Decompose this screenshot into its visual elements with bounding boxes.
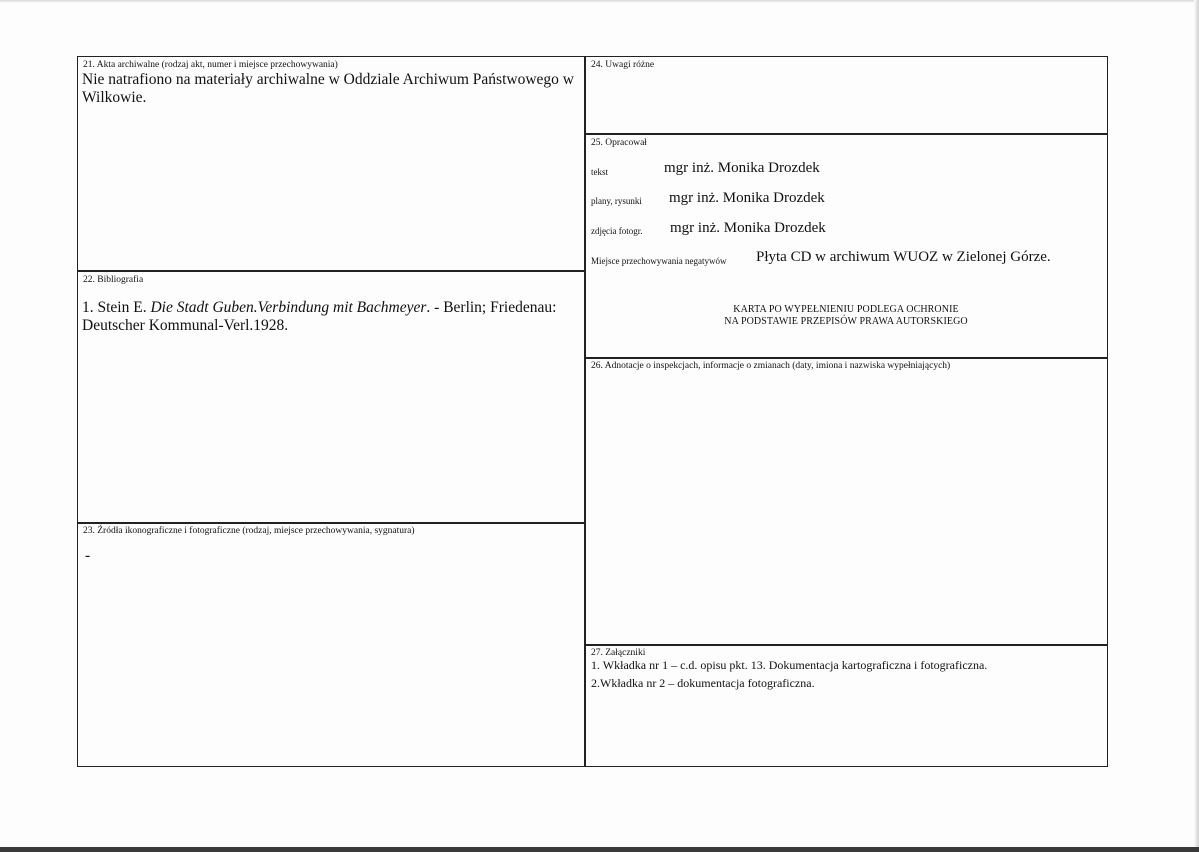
field-25-prepared-by	[585, 134, 1107, 357]
field-24-header: 24. Uwagi różne	[591, 60, 655, 70]
record-card-form	[77, 56, 1108, 767]
field-23-header: 23. Źródła ikonograficzne i fotograficzne (rodzaj, miejsce przechowywania, sygnatura)	[83, 526, 415, 536]
field-24-remarks	[585, 57, 1107, 133]
negatives-storage-value: Płyta CD w archiwum WUOZ w Zielonej Górze.	[756, 249, 1051, 265]
author-text-value: mgr inż. Monika Drozdek	[664, 160, 820, 176]
author-text-label: tekst	[591, 167, 608, 177]
field-27-attachments	[585, 645, 1107, 766]
author-photos-value: mgr inż. Monika Drozdek	[670, 220, 826, 236]
scan-edge-top	[0, 0, 1199, 3]
bibliography-entry	[82, 299, 582, 335]
bibliography-entry-rest: . - Berlin; Friedenau: Deutscher Kommunal-Verl.1928.	[82, 299, 557, 334]
field-22-bibliography	[78, 271, 584, 522]
bibliography-entry-prefix: 1. Stein E.	[82, 299, 151, 316]
negatives-storage-label: Miejsce przechowywania negatywów	[591, 256, 727, 266]
field-26-annotations	[585, 358, 1107, 644]
scan-edge-bottom	[0, 847, 1199, 852]
field-22-header: 22. Bibliografia	[83, 275, 144, 285]
field-21-text: Nie natrafiono na materiały archiwalne w Oddziale Archiwum Państwowego w Wilkowie.	[82, 71, 574, 106]
scan-edge-right	[1194, 0, 1199, 852]
field-21-archival-records	[78, 57, 584, 270]
author-plans-label: plany, rysunki	[591, 196, 642, 206]
field-27-header: 27. Załączniki	[591, 648, 646, 658]
attachment-item-1: 1. Wkładka nr 1 – c.d. opisu pkt. 13. Dokumentacja kartograficzna i fotograficzna.	[591, 658, 988, 672]
field-21-header: 21. Akta archiwalne (rodzaj akt, numer i miejsce przechowywania)	[83, 60, 338, 70]
attachment-item-2: 2.Wkładka nr 2 – dokumentacja fotograficzna.	[591, 676, 815, 690]
bibliography-entry-title: Die Stadt Guben.Verbindung mit Bachmeyer	[150, 299, 427, 316]
copyright-notice-line2: NA PODSTAWIE PRZEPISÓW PRAWA AUTORSKIEGO	[724, 316, 968, 327]
field-23-iconographic-sources	[78, 523, 584, 766]
field-23-text: -	[85, 547, 91, 564]
field-25-header: 25. Opracował	[591, 138, 647, 148]
author-photos-label: zdjęcia fotogr.	[591, 226, 643, 236]
field-26-header: 26. Adnotacje o inspekcjach, informacje o zmianach (daty, imiona i nazwiska wypełniających)	[591, 361, 951, 371]
author-plans-value: mgr inż. Monika Drozdek	[669, 190, 825, 206]
copyright-notice-line1: KARTA PO WYPEŁNIENIU PODLEGA OCHRONIE	[733, 304, 959, 315]
